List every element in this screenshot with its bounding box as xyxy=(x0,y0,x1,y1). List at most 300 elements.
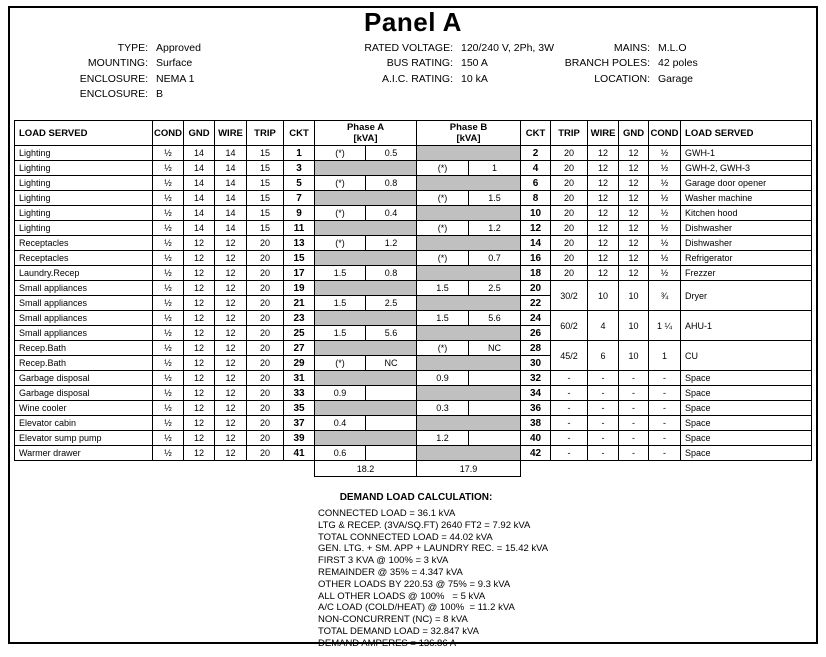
phase-a-gray-cell xyxy=(315,191,417,206)
gnd-cell-right: 10 xyxy=(619,341,649,371)
table-row xyxy=(15,341,812,356)
phase-a-odd-value: (*) xyxy=(315,356,366,371)
gnd-cell-left: 14 xyxy=(184,176,215,191)
gnd-cell-right: - xyxy=(619,371,649,386)
table-row xyxy=(15,236,812,251)
gnd-cell-left: 12 xyxy=(184,416,215,431)
gnd-cell-right: 12 xyxy=(619,161,649,176)
wire-cell-right: 10 xyxy=(588,281,619,311)
gnd-cell-right: 12 xyxy=(619,251,649,266)
ckt-cell-right: 16 xyxy=(521,251,551,266)
trip-cell-left: 15 xyxy=(247,221,284,236)
load-served-cell-left: Garbage disposal xyxy=(15,371,153,386)
wire-cell-left: 12 xyxy=(215,416,247,431)
load-served-cell-right: Space xyxy=(681,446,812,461)
gnd-cell-left: 12 xyxy=(184,326,215,341)
trip-cell-right: 60/2 xyxy=(551,311,588,341)
wire-cell-right: - xyxy=(588,431,619,446)
panel-title: Panel A xyxy=(364,7,462,37)
trip-cell-left: 20 xyxy=(247,416,284,431)
info-label: LOCATION: xyxy=(594,72,650,85)
ckt-cell-left: 29 xyxy=(284,356,315,371)
ckt-cell-left: 33 xyxy=(284,386,315,401)
ckt-cell-left: 23 xyxy=(284,311,315,326)
phase-a-odd-value: (*) xyxy=(315,206,366,221)
phase-a-gray-cell xyxy=(315,281,417,296)
ckt-cell-right: 2 xyxy=(521,146,551,161)
trip-cell-left: 15 xyxy=(247,176,284,191)
phase-a-gray-cell xyxy=(315,311,417,326)
table-row xyxy=(15,386,812,401)
info-value: M.L.O xyxy=(658,42,687,54)
ckt-cell-left: 3 xyxy=(284,161,315,176)
cond-cell-left: ½ xyxy=(153,326,184,341)
phase-b-even-value: 1.5 xyxy=(469,191,521,206)
wire-cell-left: 12 xyxy=(215,281,247,296)
phase-a-even-value xyxy=(366,446,417,461)
info-value: 10 kA xyxy=(461,72,488,85)
cond-cell-right: 1 ¼ xyxy=(649,311,681,341)
gnd-cell-left: 14 xyxy=(184,191,215,206)
totals-row xyxy=(15,461,812,477)
gnd-cell-right: - xyxy=(619,446,649,461)
ckt-cell-left: 31 xyxy=(284,371,315,386)
cond-cell-left: ½ xyxy=(153,446,184,461)
trip-cell-right: 45/2 xyxy=(551,341,588,371)
cond-cell-right: - xyxy=(649,431,681,446)
phase-b-odd-value: (*) xyxy=(417,221,469,236)
phase-a-odd-value: (*) xyxy=(315,146,366,161)
info-value: 42 poles xyxy=(658,57,698,70)
totals-spacer-left xyxy=(15,461,315,477)
header-row xyxy=(15,121,812,146)
phase-a-gray-cell xyxy=(315,401,417,416)
gnd-cell-left: 14 xyxy=(184,161,215,176)
wire-cell-left: 14 xyxy=(215,176,247,191)
ckt-cell-left: 13 xyxy=(284,236,315,251)
wire-cell-left: 12 xyxy=(215,371,247,386)
phase-b-total: 17.9 xyxy=(417,461,521,477)
info-label: BUS RATING: xyxy=(386,57,453,70)
demand-line: ALL OTHER LOADS @ 100% = 5 kVA xyxy=(318,590,486,602)
wire-cell-left: 12 xyxy=(215,341,247,356)
gnd-cell-left: 12 xyxy=(184,236,215,251)
ckt-cell-right: 40 xyxy=(521,431,551,446)
ckt-cell-right: 34 xyxy=(521,386,551,401)
trip-cell-left: 15 xyxy=(247,191,284,206)
ckt-cell-left: 21 xyxy=(284,296,315,311)
trip-cell-right: - xyxy=(551,446,588,461)
phase-b-gray-cell xyxy=(417,386,521,401)
info-label: ENCLOSURE: xyxy=(79,88,148,101)
gnd-cell-right: 10 xyxy=(619,311,649,341)
info-value: 120/240 V, 2Ph, 3W xyxy=(461,42,555,54)
ckt-cell-right: 28 xyxy=(521,341,551,356)
phase-a-unit: [kVA] xyxy=(353,133,378,144)
phase-a-gray-cell xyxy=(315,341,417,356)
gnd-cell-left: 14 xyxy=(184,146,215,161)
phase-b-gray-cell xyxy=(417,146,521,161)
info-label: RATED VOLTAGE: xyxy=(364,42,453,54)
phase-a-odd-value: 0.6 xyxy=(315,446,366,461)
ckt-cell-right: 4 xyxy=(521,161,551,176)
wire-cell-right: 12 xyxy=(588,176,619,191)
table-row xyxy=(15,146,812,161)
table-row xyxy=(15,401,812,416)
trip-cell-left: 20 xyxy=(247,311,284,326)
col-header-trip-right: TRIP xyxy=(551,121,588,146)
load-served-cell-left: Lighting xyxy=(15,176,153,191)
table-row xyxy=(15,311,812,326)
phase-b-even-value: NC xyxy=(469,341,521,356)
ckt-cell-right: 42 xyxy=(521,446,551,461)
trip-cell-left: 15 xyxy=(247,161,284,176)
phase-b-odd-value: 1.2 xyxy=(417,431,469,446)
info-value: Garage xyxy=(658,72,694,85)
load-served-cell-left: Lighting xyxy=(15,191,153,206)
trip-cell-right: - xyxy=(551,371,588,386)
wire-cell-right: 12 xyxy=(588,146,619,161)
col-header-cond-right: COND xyxy=(649,121,681,146)
wire-cell-left: 12 xyxy=(215,356,247,371)
ckt-cell-left: 39 xyxy=(284,431,315,446)
info-value: B xyxy=(156,88,164,101)
trip-cell-right: 20 xyxy=(551,251,588,266)
panel-schedule-table xyxy=(14,120,812,477)
wire-cell-right: 12 xyxy=(588,251,619,266)
cond-cell-right: - xyxy=(649,386,681,401)
ckt-cell-right: 24 xyxy=(521,311,551,326)
demand-line: FIRST 3 KVA @ 100% = 3 kVA xyxy=(318,555,449,567)
table-row xyxy=(15,371,812,386)
wire-cell-right: 12 xyxy=(588,206,619,221)
gnd-cell-right: 12 xyxy=(619,221,649,236)
cond-cell-right: 1 xyxy=(649,341,681,371)
trip-cell-left: 20 xyxy=(247,266,284,281)
gnd-cell-left: 12 xyxy=(184,266,215,281)
cond-cell-left: ½ xyxy=(153,161,184,176)
gnd-cell-right: 10 xyxy=(619,281,649,311)
load-served-cell-left: Elevator cabin xyxy=(15,416,153,431)
cond-cell-left: ½ xyxy=(153,416,184,431)
gnd-cell-right: 12 xyxy=(619,191,649,206)
cond-cell-right: ½ xyxy=(649,251,681,266)
gnd-cell-left: 14 xyxy=(184,221,215,236)
wire-cell-left: 12 xyxy=(215,236,247,251)
phase-b-odd-value: 1.5 xyxy=(417,311,469,326)
phase-a-even-value: 1.2 xyxy=(366,236,417,251)
phase-b-odd-value: (*) xyxy=(417,341,469,356)
info-label: ENCLOSURE: xyxy=(79,72,148,85)
trip-cell-left: 15 xyxy=(247,146,284,161)
col-header-load-served-right: LOAD SERVED xyxy=(681,121,812,146)
info-label: TYPE: xyxy=(117,42,148,54)
cond-cell-left: ½ xyxy=(153,356,184,371)
trip-cell-left: 20 xyxy=(247,281,284,296)
phase-a-gray-cell xyxy=(315,371,417,386)
phase-a-odd-value: 0.4 xyxy=(315,416,366,431)
col-header-phase-b xyxy=(417,121,521,146)
trip-cell-right: 20 xyxy=(551,176,588,191)
gnd-cell-left: 12 xyxy=(184,371,215,386)
wire-cell-right: - xyxy=(588,371,619,386)
ckt-cell-right: 10 xyxy=(521,206,551,221)
load-served-cell-left: Laundry.Recep xyxy=(15,266,153,281)
cond-cell-left: ½ xyxy=(153,191,184,206)
load-served-cell-left: Recep.Bath xyxy=(15,356,153,371)
ckt-cell-right: 18 xyxy=(521,266,551,281)
col-header-ckt-right: CKT xyxy=(521,121,551,146)
gnd-cell-left: 12 xyxy=(184,401,215,416)
col-header-trip-left: TRIP xyxy=(247,121,284,146)
cond-cell-right: ½ xyxy=(649,236,681,251)
gnd-cell-left: 12 xyxy=(184,281,215,296)
table-row xyxy=(15,431,812,446)
phase-a-odd-value: (*) xyxy=(315,176,366,191)
phase-b-gray-cell xyxy=(417,206,521,221)
cond-cell-left: ½ xyxy=(153,296,184,311)
info-value: NEMA 1 xyxy=(156,72,195,85)
trip-cell-right: - xyxy=(551,416,588,431)
load-served-cell-left: Warmer drawer xyxy=(15,446,153,461)
demand-line: GEN. LTG. + SM. APP + LAUNDRY REC. = 15.42 kVA xyxy=(318,543,549,555)
ckt-cell-right: 8 xyxy=(521,191,551,206)
demand-line: REMAINDER @ 35% = 4.347 kVA xyxy=(318,566,463,578)
trip-cell-right: 20 xyxy=(551,146,588,161)
phase-a-even-value: 0.5 xyxy=(366,146,417,161)
ckt-cell-left: 41 xyxy=(284,446,315,461)
load-served-cell-right: Dryer xyxy=(681,281,812,311)
trip-cell-left: 20 xyxy=(247,386,284,401)
ckt-cell-right: 32 xyxy=(521,371,551,386)
ckt-cell-right: 6 xyxy=(521,176,551,191)
load-served-cell-left: Small appliances xyxy=(15,296,153,311)
gnd-cell-right: 12 xyxy=(619,206,649,221)
gnd-cell-right: - xyxy=(619,416,649,431)
cond-cell-left: ½ xyxy=(153,341,184,356)
cond-cell-left: ½ xyxy=(153,371,184,386)
cond-cell-left: ½ xyxy=(153,146,184,161)
gnd-cell-right: 12 xyxy=(619,266,649,281)
ckt-cell-left: 5 xyxy=(284,176,315,191)
ckt-cell-left: 37 xyxy=(284,416,315,431)
table-row xyxy=(15,416,812,431)
table-row xyxy=(15,266,812,281)
trip-cell-right: 20 xyxy=(551,206,588,221)
table-row xyxy=(15,191,812,206)
phase-b-even-value: 2.5 xyxy=(469,281,521,296)
col-header-phase-a xyxy=(315,121,417,146)
phase-a-even-value: NC xyxy=(366,356,417,371)
cond-cell-right: ½ xyxy=(649,176,681,191)
phase-b-gray-cell xyxy=(417,416,521,431)
gnd-cell-left: 14 xyxy=(184,206,215,221)
demand-line: DEMAND AMPERES = 136.86 A xyxy=(318,637,457,649)
cond-cell-right: - xyxy=(649,401,681,416)
phase-b-even-value: 5.6 xyxy=(469,311,521,326)
gnd-cell-right: 12 xyxy=(619,146,649,161)
load-served-cell-left: Garbage disposal xyxy=(15,386,153,401)
ckt-cell-left: 1 xyxy=(284,146,315,161)
totals-spacer-right xyxy=(521,461,812,477)
cond-cell-right: - xyxy=(649,446,681,461)
wire-cell-right: - xyxy=(588,416,619,431)
gnd-cell-right: 12 xyxy=(619,236,649,251)
phase-b-odd-value: 0.9 xyxy=(417,371,469,386)
cond-cell-right: - xyxy=(649,416,681,431)
ckt-cell-right: 12 xyxy=(521,221,551,236)
cond-cell-left: ½ xyxy=(153,206,184,221)
phase-a-odd-value: (*) xyxy=(315,236,366,251)
gnd-cell-left: 12 xyxy=(184,341,215,356)
wire-cell-left: 12 xyxy=(215,326,247,341)
wire-cell-left: 12 xyxy=(215,401,247,416)
cond-cell-right: ¾ xyxy=(649,281,681,311)
cond-cell-left: ½ xyxy=(153,386,184,401)
ckt-cell-left: 7 xyxy=(284,191,315,206)
cond-cell-left: ½ xyxy=(153,311,184,326)
phase-a-gray-cell xyxy=(315,251,417,266)
load-served-cell-left: Lighting xyxy=(15,146,153,161)
wire-cell-left: 14 xyxy=(215,221,247,236)
wire-cell-left: 12 xyxy=(215,431,247,446)
trip-cell-right: 20 xyxy=(551,236,588,251)
demand-line: TOTAL DEMAND LOAD = 32.847 kVA xyxy=(318,625,479,637)
trip-cell-left: 20 xyxy=(247,236,284,251)
wire-cell-right: 12 xyxy=(588,266,619,281)
trip-cell-right: 20 xyxy=(551,266,588,281)
phase-a-gray-cell xyxy=(315,431,417,446)
info-value: Surface xyxy=(156,57,193,70)
load-served-cell-right: AHU-1 xyxy=(681,311,812,341)
wire-cell-right: 12 xyxy=(588,191,619,206)
load-served-cell-right: Frezzer xyxy=(681,266,812,281)
load-served-cell-right: GWH-1 xyxy=(681,146,812,161)
load-served-cell-right: Dishwasher xyxy=(681,236,812,251)
phase-a-even-value: 0.8 xyxy=(366,266,417,281)
cond-cell-left: ½ xyxy=(153,401,184,416)
table-row xyxy=(15,251,812,266)
cond-cell-right: ½ xyxy=(649,206,681,221)
ckt-cell-left: 19 xyxy=(284,281,315,296)
col-header-wire-right: WIRE xyxy=(588,121,619,146)
phase-a-odd-value: 1.5 xyxy=(315,326,366,341)
phase-a-gray-cell xyxy=(315,161,417,176)
col-header-gnd-right: GND xyxy=(619,121,649,146)
wire-cell-left: 14 xyxy=(215,206,247,221)
ckt-cell-left: 35 xyxy=(284,401,315,416)
wire-cell-right: - xyxy=(588,446,619,461)
phase-a-even-value: 0.4 xyxy=(366,206,417,221)
trip-cell-left: 20 xyxy=(247,371,284,386)
phase-b-even-value xyxy=(469,371,521,386)
info-value: 150 A xyxy=(461,57,488,70)
trip-cell-right: 20 xyxy=(551,161,588,176)
demand-line: NON-CONCURRENT (NC) = 8 kVA xyxy=(318,614,468,626)
trip-cell-left: 20 xyxy=(247,431,284,446)
phase-b-gray-cell xyxy=(417,266,521,281)
load-served-cell-left: Receptacles xyxy=(15,236,153,251)
load-served-cell-left: Small appliances xyxy=(15,326,153,341)
load-served-cell-right: GWH-2, GWH-3 xyxy=(681,161,812,176)
trip-cell-left: 20 xyxy=(247,341,284,356)
phase-b-unit: [kVA] xyxy=(456,133,481,144)
ckt-cell-right: 38 xyxy=(521,416,551,431)
wire-cell-left: 14 xyxy=(215,161,247,176)
gnd-cell-right: 12 xyxy=(619,176,649,191)
phase-b-even-value xyxy=(469,431,521,446)
demand-line: CONNECTED LOAD = 36.1 kVA xyxy=(318,508,456,519)
gnd-cell-right: - xyxy=(619,386,649,401)
ckt-cell-left: 9 xyxy=(284,206,315,221)
cond-cell-left: ½ xyxy=(153,281,184,296)
gnd-cell-left: 12 xyxy=(184,446,215,461)
wire-cell-right: 12 xyxy=(588,236,619,251)
info-label: BRANCH POLES: xyxy=(564,57,650,70)
phase-b-gray-cell xyxy=(417,356,521,371)
demand-section xyxy=(318,492,618,650)
phase-b-gray-cell xyxy=(417,236,521,251)
gnd-cell-left: 12 xyxy=(184,296,215,311)
trip-cell-right: - xyxy=(551,431,588,446)
col-header-ckt-left: CKT xyxy=(284,121,315,146)
load-served-cell-right: Dishwasher xyxy=(681,221,812,236)
phase-a-even-value: 5.6 xyxy=(366,326,417,341)
col-header-wire-left: WIRE xyxy=(215,121,247,146)
trip-cell-left: 20 xyxy=(247,326,284,341)
cond-cell-left: ½ xyxy=(153,176,184,191)
ckt-cell-left: 11 xyxy=(284,221,315,236)
load-served-cell-right: Garage door opener xyxy=(681,176,812,191)
gnd-cell-right: - xyxy=(619,431,649,446)
wire-cell-left: 12 xyxy=(215,266,247,281)
load-served-cell-left: Wine cooler xyxy=(15,401,153,416)
load-served-cell-left: Recep.Bath xyxy=(15,341,153,356)
demand-heading: DEMAND LOAD CALCULATION: xyxy=(339,492,493,503)
cond-cell-right: ½ xyxy=(649,266,681,281)
demand-line: OTHER LOADS BY 220.53 @ 75% = 9.3 kVA xyxy=(318,578,511,590)
load-served-cell-left: Lighting xyxy=(15,161,153,176)
ckt-cell-left: 27 xyxy=(284,341,315,356)
phase-b-even-value xyxy=(469,401,521,416)
cond-cell-left: ½ xyxy=(153,431,184,446)
load-served-cell-left: Lighting xyxy=(15,206,153,221)
phase-b-gray-cell xyxy=(417,446,521,461)
load-served-cell-right: Space xyxy=(681,371,812,386)
load-served-cell-right: Refrigerator xyxy=(681,251,812,266)
ckt-cell-right: 30 xyxy=(521,356,551,371)
trip-cell-left: 20 xyxy=(247,251,284,266)
phase-b-gray-cell xyxy=(417,326,521,341)
phase-b-gray-cell xyxy=(417,176,521,191)
phase-a-even-value: 2.5 xyxy=(366,296,417,311)
load-served-cell-right: Space xyxy=(681,386,812,401)
demand-lines xyxy=(318,508,618,650)
load-served-cell-right: Kitchen hood xyxy=(681,206,812,221)
cond-cell-right: ½ xyxy=(649,146,681,161)
trip-cell-right: - xyxy=(551,386,588,401)
cond-cell-left: ½ xyxy=(153,251,184,266)
phase-b-odd-value: (*) xyxy=(417,251,469,266)
cond-cell-left: ½ xyxy=(153,236,184,251)
trip-cell-left: 15 xyxy=(247,206,284,221)
phase-a-odd-value: 1.5 xyxy=(315,296,366,311)
demand-line: A/C LOAD (COLD/HEAT) @ 100% = 11.2 kVA xyxy=(318,602,515,614)
gnd-cell-right: - xyxy=(619,401,649,416)
panel-info-left xyxy=(30,41,201,103)
load-served-cell-right: CU xyxy=(681,341,812,371)
wire-cell-left: 14 xyxy=(215,146,247,161)
